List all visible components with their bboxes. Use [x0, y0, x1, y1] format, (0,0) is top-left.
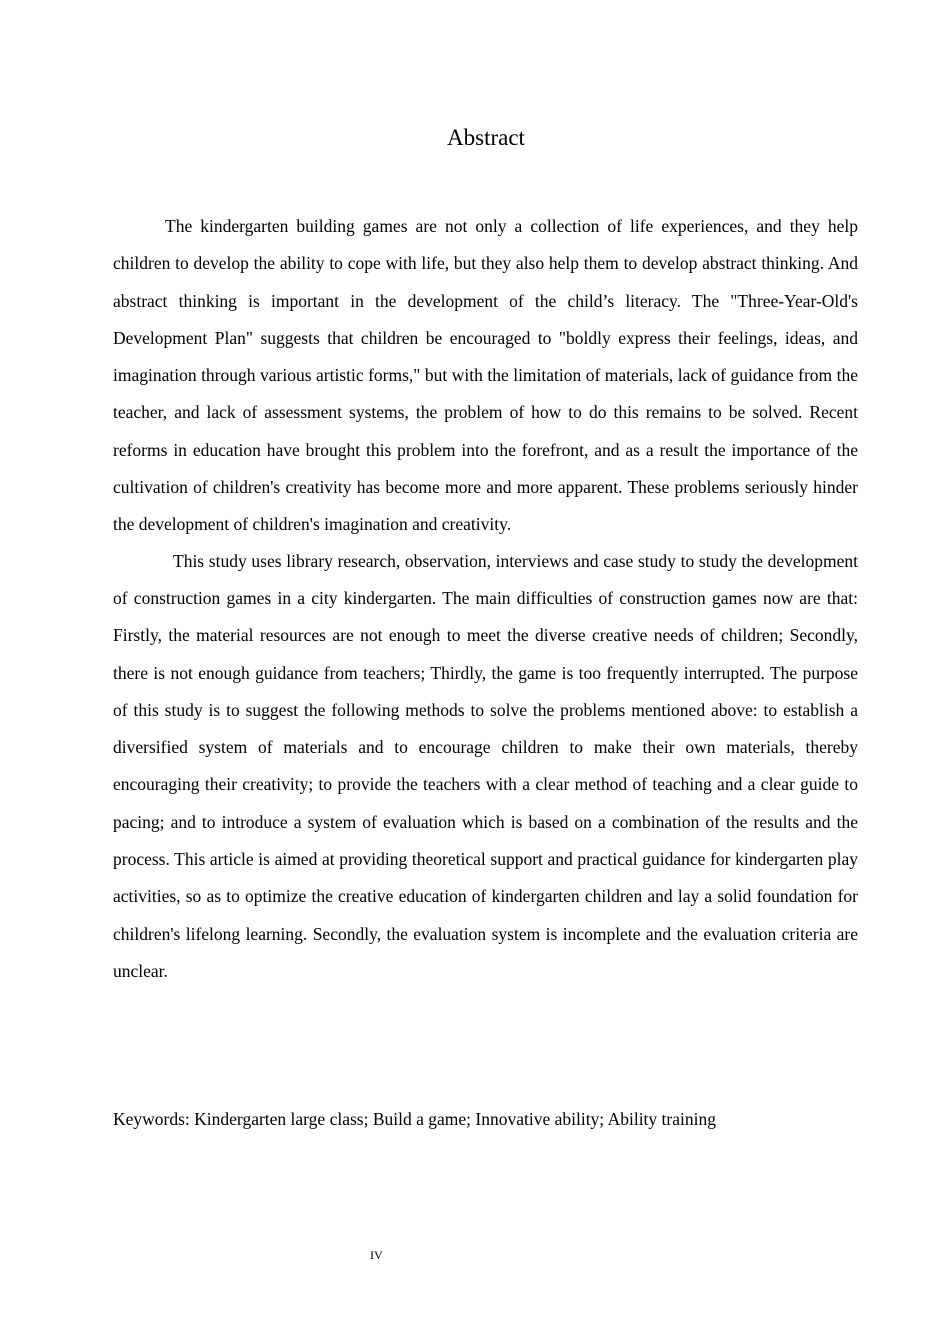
- keywords-line: Keywords: Kindergarten large class; Build a game; Innovative ability; Ability training: [113, 1109, 716, 1129]
- abstract-paragraph-2: This study uses library research, observation, interviews and case study to study the development of construction games in a city kindergarten. The main difficulties of construction games now are that: Firstly, the material resources are not enough to meet the diverse creative needs of children; Secondly, there is not enough guidance from teachers; Thirdly, the game is too frequently interrupted. The purpose of this study is to suggest the following methods to solve the problems mentioned above: to establish a diversified system of materials and to encourage children to make their own materials, thereby encouraging their creativity; to provide the teachers with a clear method of teaching and a clear guide to pacing; and to introduce a system of evaluation which is based on a combination of the results and the process. This article is aimed at providing theoretical support and practical guidance for kindergarten play activities, so as to optimize the creative education of kindergarten children and lay a solid foundation for children's lifelong learning. Secondly, the evaluation system is incomplete and the evaluation criteria are unclear.: [113, 550, 858, 981]
- page-number: IV: [370, 1248, 383, 1262]
- abstract-body: [113, 208, 858, 990]
- abstract-paragraph-1: The kindergarten building games are not only a collection of life experiences, and they help children to develop the ability to cope with life, but they also help them to develop abstract thinking. And abstract thinking is important in the development of the child’s literacy. The "Three-Year-Old's Development Plan" suggests that children be encouraged to "boldly express their feelings, ideas, and imagination through various artistic forms," but with the limitation of materials, lack of guidance from the teacher, and lack of assessment systems, the problem of how to do this remains to be solved. Recent reforms in education have brought this problem into the forefront, and as a result the importance of the cultivation of children's creativity has become more and more apparent. These problems seriously hinder the development of children's imagination and creativity.: [113, 216, 858, 535]
- page-title: Abstract: [447, 125, 525, 150]
